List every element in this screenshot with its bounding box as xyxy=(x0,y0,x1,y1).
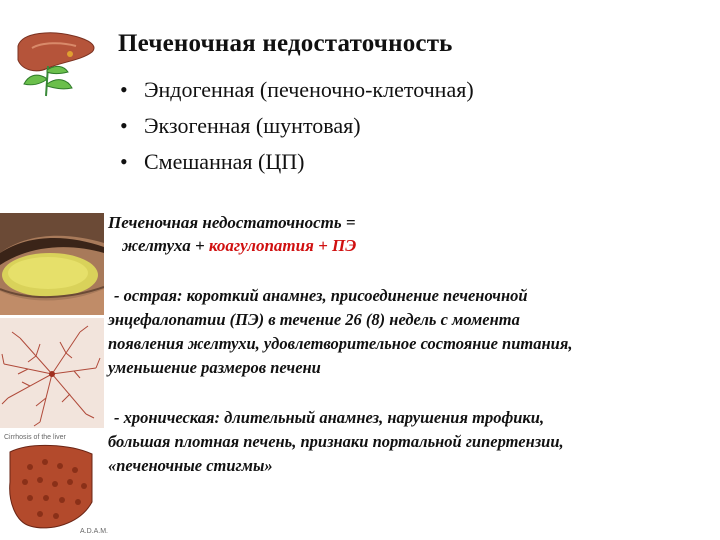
paragraph-line: появления желтухи, удовлетворительное состояние питания, xyxy=(108,334,573,353)
liver-logo-icon xyxy=(12,18,100,100)
paragraph-line: - острая: короткий анамнез, присоединение печеночной xyxy=(114,286,528,305)
definition-formula xyxy=(108,211,356,257)
spider-angioma-image xyxy=(0,318,104,428)
formula-line: желтуха + коагулопатия + ПЭ xyxy=(122,236,357,255)
formula-line: Печеночная недостаточность = xyxy=(108,213,356,232)
chronic-paragraph xyxy=(108,406,708,478)
jaundice-eye-image xyxy=(0,213,104,315)
slide-title: Печеночная недостаточность xyxy=(118,30,453,57)
paragraph-line: уменьшение размеров печени xyxy=(108,358,321,377)
photo-credit: A.D.A.M. xyxy=(80,528,109,535)
list-item: • Экзогенная (шунтовая) xyxy=(120,108,474,144)
list-item: • Смешанная (ЦП) xyxy=(120,144,474,180)
bullet-icon: • xyxy=(120,113,128,138)
bullet-icon: • xyxy=(120,77,128,102)
paragraph-line: энцефалопатии (ПЭ) в течение 26 (8) недель с момента xyxy=(108,310,520,329)
acute-paragraph xyxy=(108,284,708,380)
paragraph-line: «печеночные стигмы» xyxy=(108,456,273,475)
highlighted-term: коагулопатия + ПЭ xyxy=(208,236,357,255)
paragraph-line: - хроническая: длительный анамнез, нарушения трофики, xyxy=(114,408,545,427)
bullet-icon: • xyxy=(120,149,128,174)
photo-caption: Cirrhosis of the liver xyxy=(4,434,66,441)
list-item: • Эндогенная (печеночно-клеточная) xyxy=(120,72,474,108)
type-list xyxy=(120,72,474,180)
cirrhotic-liver-image xyxy=(0,432,100,540)
paragraph-line: большая плотная печень, признаки портальной гипертензии, xyxy=(108,432,564,451)
